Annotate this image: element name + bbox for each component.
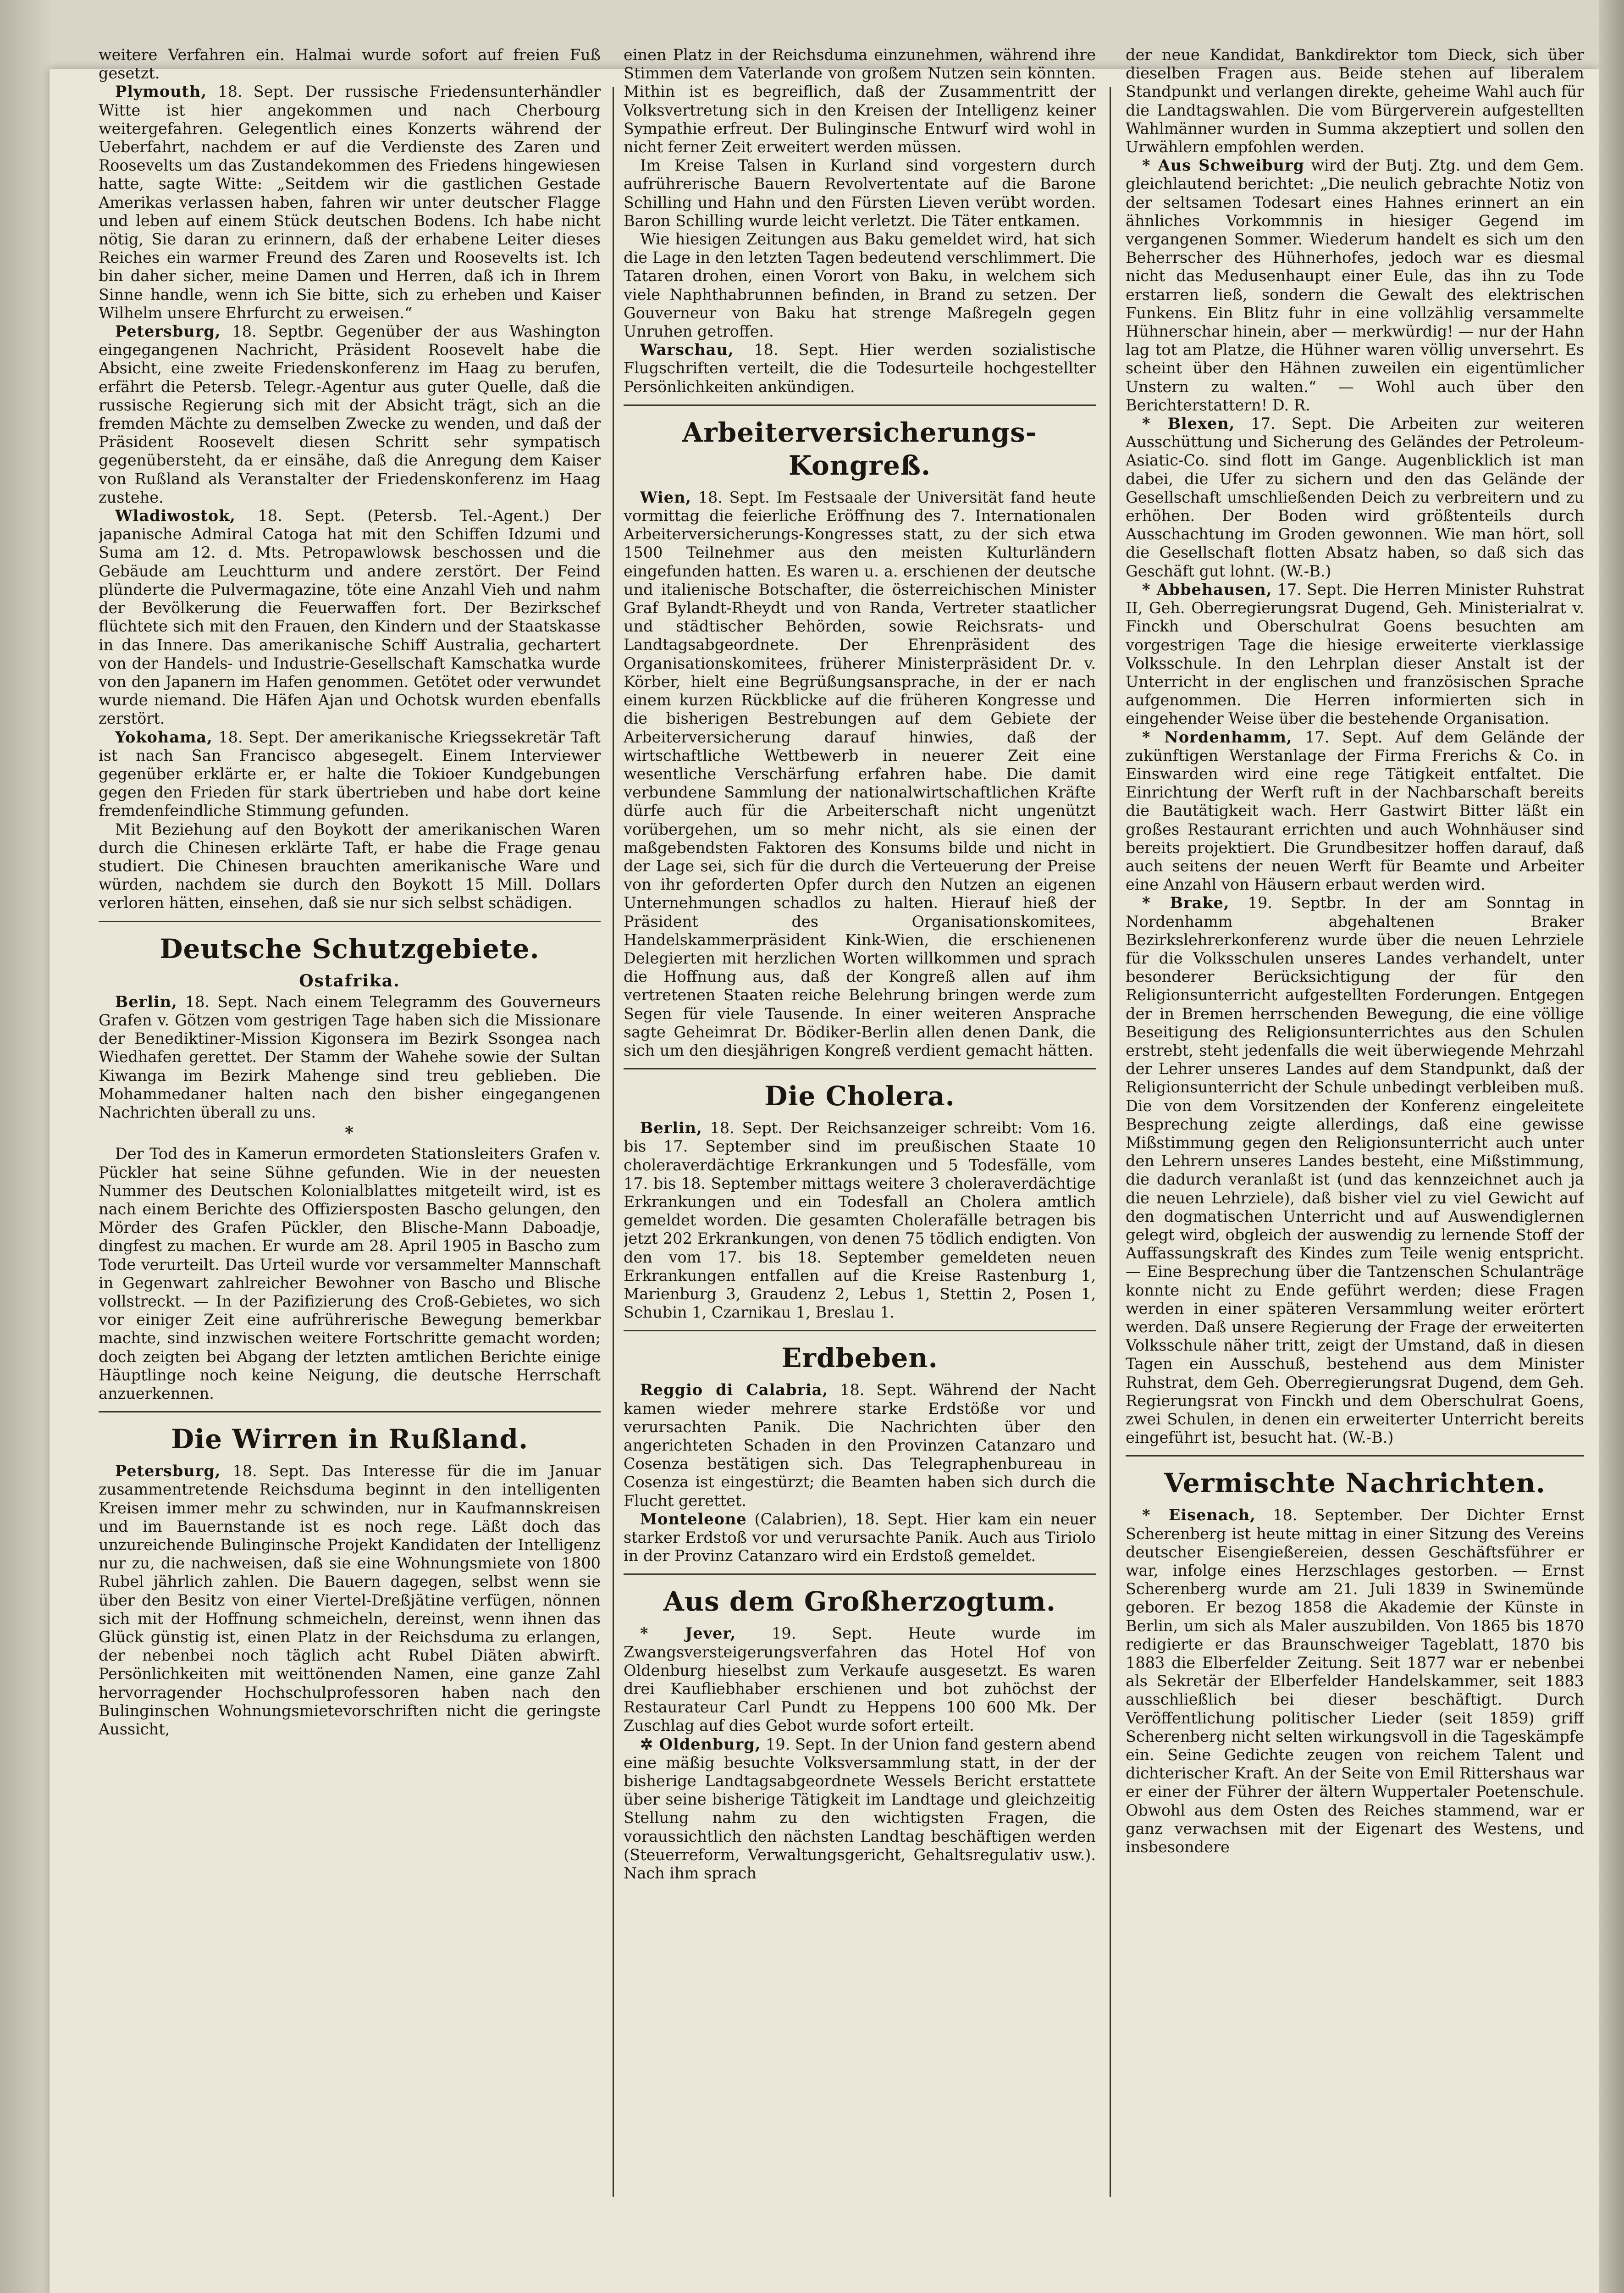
section-divider [99,921,601,922]
article [624,1624,1096,1735]
article [1126,728,1584,894]
article [99,1462,601,1739]
section-heading: Die Cholera. [764,1080,955,1112]
section-divider [624,1573,1096,1575]
article-text: 18. Sept. Hier werden sozialistische Flugschriften verteilt, die die Todesurteile hochgestellter Persönlichkeiten ankündigen. [624,341,1096,396]
column-2 [624,46,1096,2201]
separator-star: * [345,1123,354,1143]
article-text: 18. Septbr. Gegenüber der aus Washington eingegangenen Nachricht, Präsident Roosevelt habe die Absicht, eine zweite Friedenskonferenz im Haag zu berufen, erfährt die Petersb. Telegr.-Agentur aus guter Quelle, daß die russische Regierung sich mit der Absicht trägt, sich an die fremden Mächte zu demselben Zwecke zu wenden, und daß der Präsident Roosevelt diesen Schritt sehr sympatisch gegenübersteht, da er einsähe, daß die Anregung dem Kaiser von Rußland als Veranstalter der Friedenskonferenz im Haag zustehe. [99,322,601,506]
dateline: Plymouth, [115,83,207,101]
article [624,488,1096,1060]
dateline: Berlin, [640,1119,702,1137]
article-text: 19. Septbr. In der am Sonntag in Nordenhamm abgehaltenen Braker Bezirkslehrerkonferenz wurde über die neuen Lehrziele für die Volksschulen unseres Landes verhandelt, unter besonderer Berücksichtigung der für den Religionsunterricht aufgestellten Forderungen. Entgegen der in Bremen herrschenden Bewegung, die eine völlige Beseitigung des Religionsunterrichtes aus den Schulen erstrebt, steht jedenfalls die weit überwiegende Mehrzahl der Lehrer unseres Landes auf dem Standpunkt, daß der Religionsunterricht der Schule unbedingt verbleiben muß. Die von dem Vorsitzenden der Konferenz eingeleitete Besprechung zeigte allerdings, daß eine gewisse Mißstimmung gegen den Religionsunterricht auch unter den Lehrern unseres Landes besteht, eine Mißstimmung, die dadurch veranlaßt ist (und das kennzeichnet auch ja die neuen Lehrziele), daß bisher viel zu viel Gewicht auf den dogmatischen Unterricht und auf Auswendiglernen gelegt wird, obgleich der auswendig zu lernende Stoff der Auffassungskraft des Kindes zum Teile wenig entspricht. — Eine Besprechung über die Tantzenschen Schulanträge konnte nicht zu Ende geführt werden; diese Fragen werden in einer späteren Versammlung weiter erörtert werden. Daß unsere Regierung der Frage der erweiterten Volksschule näher tritt, zeigt der Umstand, daß in diesen Tagen ein Ausschuß, bestehend aus dem Minister Ruhstrat, dem Geh. Oberregierungsrat Dugend, dem Geh. Regierungsrat von Finckh und dem Oberschulrat Goens, zwei Schulen, in denen ein erweiterter Unterricht bereits eingeführt ist, besucht hat. (W.-B.) [1126,894,1584,1447]
dateline: Warschau, [640,341,734,359]
paragraph: weitere Verfahren ein. Halmai wurde sofort auf freien Fuß gesetzt. [99,46,601,83]
dateline: * Aus Schweiburg [1142,156,1304,175]
article [1126,894,1584,1447]
section-divider [624,1068,1096,1069]
subsection-heading: Ostafrika. [299,971,400,991]
section-divider [99,1411,601,1412]
article [624,341,1096,396]
dateline: Wien, [640,488,692,506]
column-3 [1126,46,1584,2201]
paragraph: Mit Beziehung auf den Boykott der amerikanischen Waren durch die Chinesen erklärte Taft, er habe die Frage genau studiert. Die Chinesen brauchten amerikanische Ware und würden, nachdem sie durch den Boykott 15 Mill. Dollars verloren hätten, einsehen, daß sie nur sich selbst schädigen. [99,820,601,912]
dateline: ✲ Oldenburg, [640,1735,761,1753]
article-text: 18. Sept. (Petersb. Tel.-Agent.) Der japanische Admiral Catoga hat mit den Schiffen Idzumi und Suma am 12. d. Mts. Petropawlowsk beschossen und die Gebäude am Leuchtturm und andere zerstört. Der Feind plünderte die Pulvermagazine, töte eine Anzahl Vieh und nahm der Bevölkerung die Feuerwaffen fort. Der Bezirkschef flüchtete sich mit den Frauen, den Kindern und der Staatskasse in das Innere. Das amerikanische Schiff Australia, gechartert von der Handels- und Industrie-Gesellschaft Kamschatka wurde von den Japanern im Hafen genommen. Getötet oder verwundet wurde niemand. Die Häfen Ajan und Ochotsk wurden ebenfalls zerstört. [99,507,601,728]
article [99,728,601,820]
article-text: 19. Sept. In der Union fand gestern abend eine mäßig besuchte Volksversammlung statt, in der der bisherige Landtagsabgeordnete Wessels Bericht erstattete über seine bisherige Tätigkeit im Landtage und gleichzeitig Stellung nahm zu den wichtigsten Fragen, die voraussichtlich den nächsten Landtag beschäftigen werden (Steuerreform, Verwaltungsgericht, Gehaltsregulativ usw.). Nach ihm sprach [624,1735,1096,1883]
paragraph: der neue Kandidat, Bankdirektor tom Dieck, sich über dieselben Fragen aus. Beide stehen auf liberalem Standpunkt und verlangen direkte, geheime Wahl auch für die Landtagswahlen. Die vom Bürgerverein aufgestellten Wahlmänner wurden in Summa akzeptiert und sollen den Urwählern empfohlen werden. [1126,46,1584,156]
dateline: * Eisenach, [1142,1506,1256,1524]
article-text: (Calabrien), 18. Sept. Hier kam ein neuer starker Erdstoß vor und verursachte Panik. Auch aus Tiriolo in der Provinz Catanzaro wird ein Erdstoß gemeldet. [624,1510,1096,1565]
article [1126,581,1584,728]
article-text: 18. Sept. Während der Nacht kamen wieder mehrere starke Erdstöße vor und verursachten Panik. Die Nachrichten über den angerichteten Schaden in den Provinzen Catanzaro und Cosenza bestätigen sich. Das Telegraphenbureau in Cosenza ist eingestürzt; die Beamten haben sich durch die Flucht gerettet. [624,1381,1096,1510]
dateline: * Blexen, [1142,415,1235,433]
dateline: Petersburg, [115,1462,221,1480]
article-text: 18. Sept. Der russische Friedensunterhändler Witte ist hier angekommen und nach Cherbourg weitergefahren. Gelegentlich eines Konzerts während der Ueberfahrt, nachdem er auf die Verdienste des Zaren und Roosevelts um das Zustandekommen des Friedens hingewiesen hatte, sagte Witte: „Seitdem wir die gastlichen Gestade Amerikas verlassen haben, fahren wir unter deutscher Flagge und leben auf einem Stück deutschen Bodens. Ich habe nicht nötig, Sie daran zu erinnern, daß der erhabene Leiter dieses Reiches ein warmer Freund des Zaren und Roosevelts ist. Ich bin daher sicher, meine Damen und Herren, daß ich in Ihrem Sinne handle, wenn ich Sie bitte, sich zu erheben und Kaiser Wilhelm unsere Ehrfurcht zu erweisen.“ [99,83,601,322]
article [99,507,601,728]
dateline: Berlin, [115,992,177,1011]
paragraph: Der Tod des in Kamerun ermordeten Stationsleiters Grafen v. Pückler hat seine Sühne gefunden. Wie in der neuesten Nummer des Deutschen Kolonialblattes mitgeteilt wird, ist es nach einem Berichte des Offiziersposten Bascho gelungen, den Mörder des Grafen Pückler, den Blische-Mann Daboadje, dingfest zu machen. Er wurde am 28. April 1905 in Bascho zum Tode verurteilt. Das Urteil wurde vor versammelter Mannschaft in Gegenwart zahlreicher Bewohner von Bascho und Blische vollstreckt. — In der Pazifizierung des Croß-Gebietes, wo sich vor einiger Zeit eine aufrührerische Bewegung bemerkbar machte, sind inzwischen weitere Fortschritte gemacht worden; doch zeigten bei Abgang der letzten amtlichen Berichte einige Häuptlinge noch keine Neigung, die deutsche Herrschaft anzuerkennen. [99,1145,601,1403]
article-text: 17. Sept. Die Herren Minister Ruhstrat II, Geh. Oberregierungsrat Dugend, Geh. Ministerialrat v. Finckh und Oberschulrat Goens besuchten am vorgestrigen Tage die hiesige erweiterte vierklassige Volksschule. In den Lehrplan dieser Anstalt ist der Unterricht in der englischen und französischen Sprache aufgenommen. Die Herren informierten sich in eingehender Weise über die bestehende Organisation. [1126,580,1584,728]
page-edge-left [0,0,50,2293]
column-rule-2 [1110,87,1111,2197]
article-text: 18. Sept. Der amerikanische Kriegssekretär Taft ist nach San Francisco abgesegelt. Einem Interviewer gegenüber erklärte er, er halte die Tokioer Kundgebungen gegen den Frieden für stark übertrieben und habe dort keine fremdenfeindliche Stimmung gefunden. [99,728,601,820]
section-heading: Deutsche Schutzgebiete. [160,933,540,964]
article-text: wird der Butj. Ztg. und dem Gem. gleichlautend berichtet: „Die neulich gebrachte Notiz von der seltsamen Todesart eines Hahnes erinnert an ein ähnliches Vorkommnis in hiesiger Gegend im vergangenen Sommer. Wiederum handelt es sich um den Beherrscher des Hühnerhofes, jedoch war es diesmal nicht das Medusenhaupt einer Eule, das ihn zu Tode erstarren ließ, sondern die Gewalt des elektrischen Funkens. Ein Blitz fuhr in eine vollzählig versammelte Hühnerschar hinein, aber — merkwürdig! — nur der Hahn lag tot am Platze, die Hühner waren völlig unversehrt. Es scheint über den Hähnen zuweilen ein eigentümlicher Unstern zu walten.“ — Wohl auch über den Berichterstattern! D. R. [1126,156,1584,414]
article [624,1119,1096,1322]
dateline: * Brake, [1142,894,1230,912]
section-divider [624,404,1096,406]
article-text: 18. Sept. Im Festsaale der Universität fand heute vormittag die feierliche Eröffnung des 7. Internationalen Arbeiterversicherungs-Kongresses statt, zu der sich etwa 1500 Teilnehmer aus den meisten Kulturländern eingefunden hatten. Es waren u. a. erschienen der deutsche und italienische Botschafter, die österreichischen Minister Graf Bylandt-Rheydt und von Randa, Vertreter staatlicher und städtischer Behörden, sowie Reichsrats- und Landtagsabgeordnete. Der Ehrenpräsident des Organisationskomitees, früherer Ministerpräsident Dr. v. Körber, hielt eine Begrüßungsansprache, in der er nach einem kurzen Rückblicke auf die früheren Kongresse und die bisherigen Bestrebungen auf dem Gebiete der Arbeiterversicherung darauf hinwies, daß der wirtschaftliche Wettbewerb in neuerer Zeit eine wesentliche Verschärfung erfahren habe. Die damit verbundene Sammlung der nationalwirtschaftlichen Kräfte dürfe auch für die Arbeiterschaft nicht ungenützt vorübergehen, um so mehr nicht, als sie einen der maßgebendsten Faktoren des Konsums bilde und nicht in der Lage sei, sich für die durch die Verteuerung der Preise von ihr geforderten Opfer durch den Nutzen an eigenen Unternehmungen schadlos zu halten. Hierauf hieß der Präsident des Organisationskomitees, Handelskammerpräsident Kink-Wien, die erschienenen Delegierten mit herzlichen Worten willkommen und sprach die Hoffnung aus, daß der Kongreß allen auf ihm vertretenen Staaten reiche Belehrung bringen werde zum Segen für viele Tausende. In einer weiteren Ansprache sagte Geheimrat Dr. Bödiker-Berlin allen denen Dank, die sich um den diesjährigen Kongreß verdient gemacht hätten. [624,488,1096,1059]
section-heading: Arbeiterversicherungs-Kongreß. [682,416,1037,481]
article [99,993,601,1122]
section-heading: Die Wirren in Rußland. [171,1423,529,1455]
section-heading: Vermischte Nachrichten. [1164,1468,1546,1499]
article [1126,156,1584,415]
article [99,322,601,507]
article [1126,415,1584,581]
article-text: 18. Sept. Das Interesse für die im Januar zusammentretende Reichsduma beginnt in den intelligenten Kreisen immer mehr zu schwinden, nur in Kaufmannskreisen und im Bauernstande ist es noch rege. Läßt doch das unzureichende Bulinginsche Projekt Kandidaten der Intelligenz nur zu, die nachweisen, daß sie eine Wohnungsmiete von 1800 Rubel jährlich zahlen. Die Bauern dagegen, selbst wenn sie über den Besitz von einer Viertel-Dreßjätine verfügen, nönnen sich mit der Hoffnung schmeicheln, dereinst, wenn ihnen das Glück günstig ist, einen Platz in der Reichsduma zu erlangen, der nebenbei noch täglich acht Rubel Diäten abwirft. Persönlichkeiten mit weittönenden Namen, eine ganze Zahl hervorragender Hochschulprofessoren haben nach den Bulinginschen Wohnungsmietevorschriften nicht die geringste Aussicht, [99,1462,601,1739]
article-text: 17. Sept. Die Arbeiten zur weiteren Ausschüttung und Sicherung des Geländes der Petroleum-Asiatic-Co. sind flott im Gange. Augenblicklich ist man dabei, die Ufer zu sichern und den das Gelände der Gesellschaft umschließenden Deich zu verbreitern und zu erhöhen. Der Boden wird größtenteils durch Ausschachtung im Groden gewonnen. Wie man hört, soll die Gesellschaft flotten Absatz haben, so daß sich das Geschäft gut lohnt. (W.-B.) [1126,415,1584,580]
dateline: * Nordenhamm, [1142,728,1293,746]
dateline: Petersburg, [115,322,221,341]
page-edge-right [1599,0,1624,2293]
dateline: Wladiwostok, [115,507,236,525]
article-text: 18. Sept. Der Reichsanzeiger schreibt: Vom 16. bis 17. September sind im preußischen Staate 10 choleraverdächtige Erkrankungen und 5 Todesfälle, vom 17. bis 18. September mittags weitere 3 choleraverdächtige Erkrankungen und ein Todesfall an Cholera amtlich gemeldet worden. Die gesamten Cholerafälle betragen bis jetzt 202 Erkrankungen, von denen 75 tödlich endigten. Von den vom 17. bis 18. September gemeldeten neuen Erkrankungen entfallen auf die Kreise Rastenburg 1, Marienburg 3, Graudenz 2, Lebus 1, Stettin 2, Posen 1, Schubin 1, Czarnikau 1, Breslau 1. [624,1119,1096,1322]
article [1126,1506,1584,1856]
paragraph: Wie hiesigen Zeitungen aus Baku gemeldet wird, hat sich die Lage in den letzten Tagen bedeutend verschlimmert. Die Tataren drohen, einen Vorort von Baku, in welchem sich viele Naphthabrunnen befinden, in Brand zu setzen. Der Gouverneur von Baku hat strenge Maßregeln gegen Unruhen getroffen. [624,230,1096,341]
dateline: * Jever, [640,1624,736,1643]
section-divider [1126,1455,1584,1457]
column-1 [99,46,601,2201]
article-text: 17. Sept. Auf dem Gelände der zukünftigen Werstanlage der Firma Frerichs & Co. in Einswarden wird eine rege Tätigkeit entfaltet. Die Einrichtung der Werft ruft in der Nachbarschaft bereits die Bautätigkeit wach. Herr Gastwirt Bitter läßt ein großes Restaurant errichten und auch Wohnhäuser sind bereits projektiert. Die Grundbesitzer hoffen darauf, daß auch seitens der neuen Werft für Beamte und Arbeiter eine Anzahl von Häusern erbaut werden wird. [1126,728,1584,894]
article [624,1510,1096,1566]
article-text: 18. Sept. Nach einem Telegramm des Gouverneurs Grafen v. Götzen vom gestrigen Tage haben sich die Missionare der Benediktiner-Mission Kigonsera im Bezirk Ssongea nach Wiedhafen gerettet. Der Stamm der Wahehe sowie der Sultan Kiwanga im Bezirk Mahenge sind treu geblieben. Die Mohammedaner halten nach den bisher eingegangenen Nachrichten überall zu uns. [99,992,601,1121]
section-divider [624,1330,1096,1331]
dateline: Reggio di Calabria, [640,1381,829,1399]
article-text: 18. September. Der Dichter Ernst Scherenberg ist heute mittag in einer Sitzung des Vereins deutscher Eisengießereien, dessen Geschäftsführer er war, infolge eines Herzschlages gestorben. — Ernst Scherenberg wurde am 21. Juli 1839 in Swinemünde geboren. Er bezog 1858 die Akademie der Künste in Berlin, um sich als Maler auszubilden. Von 1865 bis 1870 redigierte er das Braunschweiger Tageblatt, 1870 bis 1883 die Elberfelder Zeitung. Seit 1877 war er nebenbei als Sekretär der Elberfelder Handelskammer, seit 1883 ausschließlich bei dieser beschäftigt. Durch Veröffentlichung politischer Lieder (seit 1859) griff Scherenberg nicht selten wirkungsvoll in die Tageskämpfe ein. Seine Gedichte zeugen von reichem Talent und dichterischer Kraft. An der Seite von Emil Rittershaus war er einer der Führer der ältern Wuppertaler Poetenschule. Obwohl aus dem Osten des Reiches stammend, war er ganz verwachsen mit der Eigenart des Westens, und insbesondere [1126,1506,1584,1856]
dateline: Yokohama, [115,728,213,746]
article-text: 19. Sept. Heute wurde im Zwangsversteigerungsverfahren das Hotel Hof von Oldenburg hieselbst zum Verkaufe ausgesetzt. Es waren drei Kaufliebhaber erschienen und bot zuhöchst der Restaurateur Carl Pundt zu Heppens 100 600 Mk. Der Zuschlag auf dies Gebot wurde sofort erteilt. [624,1624,1096,1735]
paragraph: Im Kreise Talsen in Kurland sind vorgestern durch aufrührerische Bauern Revolvertentate auf die Barone Schilling und Hahn und den Fürsten Lieven verübt worden. Baron Schilling wurde leicht verletzt. Die Täter entkamen. [624,156,1096,230]
section-heading: Erdbeben. [781,1342,938,1374]
article [99,83,601,322]
article [624,1381,1096,1510]
dateline: Monteleone [640,1510,747,1528]
section-heading: Aus dem Großherzogtum. [663,1586,1056,1617]
dateline: * Abbehausen, [1142,580,1272,598]
article [624,1735,1096,1883]
column-rule-1 [613,87,614,2197]
paragraph: einen Platz in der Reichsduma einzunehmen, während ihre Stimmen dem Vaterlande von großem Nutzen sein könnten. Mithin ist es begreiflich, daß der Zusammentritt der Volksvertretung sich in den Kreisen der Intelligenz keiner Sympathie erfreut. Der Bulinginsche Entwurf wird wohl in nicht ferner Zeit erweitert werden müssen. [624,46,1096,156]
